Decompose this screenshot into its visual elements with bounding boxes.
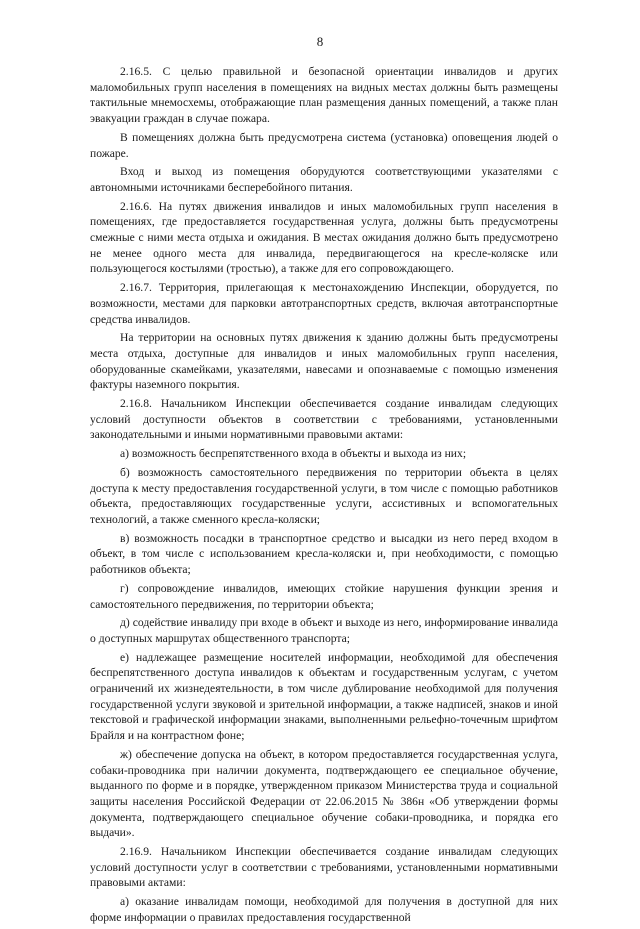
paragraph-rest-places: На территории на основных путях движения к зданию должны быть предусмотрены места отдыха, доступные для инвалидов и иных маломобильных групп населения, оборудованные скамейками, указателями, навесами и опознаваемые с помощью изменения фактуры наземного покрытия. <box>90 331 558 392</box>
paragraph-entrance-signs: Вход и выход из помещения оборудуются соответствующими указателями с автономными источниками бесперебойного питания. <box>90 165 558 194</box>
document-body <box>90 64 558 929</box>
paragraph-2-16-8: 2.16.8. Начальником Инспекции обеспечивается создание инвалидам следующих условий доступности объектов в соответствии с требованиями, установленными законодательными и иными нормативными правовыми актами: <box>90 397 558 442</box>
page-number: 8 <box>316 34 324 49</box>
list-item-b: б) возможность самостоятельного передвижения по территории объекта в целях доступа к месту предоставления государственной услуги, в том числе с помощью работников объекта, предоставляющих государственные услуги, ассистивных и вспомогательных технологий, а также сменного кресла-коляски; <box>90 465 558 526</box>
list-item-g: г) сопровождение инвалидов, имеющих стойкие нарушения функции зрения и самостоятельного передвижения, по территории объекта; <box>90 581 558 611</box>
paragraph-2-16-5: 2.16.5. С целью правильной и безопасной ориентации инвалидов и других маломобильных групп населения в помещениях на видных местах должны быть размещены тактильные мнемосхемы, отображающие план размещения данных помещений, а также план эвакуации граждан в случае пожара. <box>90 65 558 126</box>
list-item-d: д) содействие инвалиду при входе в объект и выходе из него, информирование инвалида о доступных маршрутах общественного транспорта; <box>90 616 558 645</box>
paragraph-2-16-9: 2.16.9. Начальником Инспекции обеспечивается создание инвалидам следующих условий доступности услуг в соответствии с требованиями, установленными нормативными правовыми актами: <box>90 845 558 890</box>
paragraph-2-16-7: 2.16.7. Территория, прилегающая к местонахождению Инспекции, оборудуется, по возможности, местами для парковки автотранспортных средств, включая автотранспортные средства инвалидов. <box>90 281 558 326</box>
list-item-zh: ж) обеспечение допуска на объект, в котором предоставляется государственная услуга, собаки-проводника при наличии документа, подтверждающего ее специальное обучение, выданного по форме и в порядке, утвержденном приказом Министерства труда и социальной защиты населения Российской Федерации от 22.06.2015 № 386н «Об утверждении формы документа, подтверждающего специальное обучение собаки-проводника, и порядка его выдачи». <box>90 747 558 840</box>
list-item-v: в) возможность посадки в транспортное средство и высадки из него перед входом в объект, в том числе с использованием кресла-коляски и, при необходимости, с помощью работников объекта; <box>90 531 558 577</box>
paragraph-2-16-6: 2.16.6. На путях движения инвалидов и иных маломобильных групп населения в помещениях, где предоставляется государственная услуга, должны быть предусмотрены смежные с ними места отдыха и ожидания. В местах ожидания должно быть предусмотрено не менее одного места для инвалида, передвигающегося на кресле-коляске или пользующегося костылями (тростью), а также для его сопровождающего. <box>90 199 558 276</box>
paragraph-fire-alert: В помещениях должна быть предусмотрена система (установка) оповещения людей о пожаре. <box>90 130 558 160</box>
list-item-e: е) надлежащее размещение носителей информации, необходимой для обеспечения беспрепятственного доступа инвалидов к объектам и государственным услугам, с учетом ограничений их жизнедеятельности, в том числе дублирование необходимой для получения государственной услуги звуковой и зрительной информации, а также надписей, знаков и иной текстовой и графической информации знаками, выполненными рельефно-точечным шрифтом Брайля и на контрастном фоне; <box>90 650 558 743</box>
list-item-a-2: а) оказание инвалидам помощи, необходимой для получения в доступной для них форме информации о правилах предоставления государственной <box>90 895 558 924</box>
list-item-a: а) возможность беспрепятственного входа в объекты и выхода из них; <box>120 447 467 461</box>
